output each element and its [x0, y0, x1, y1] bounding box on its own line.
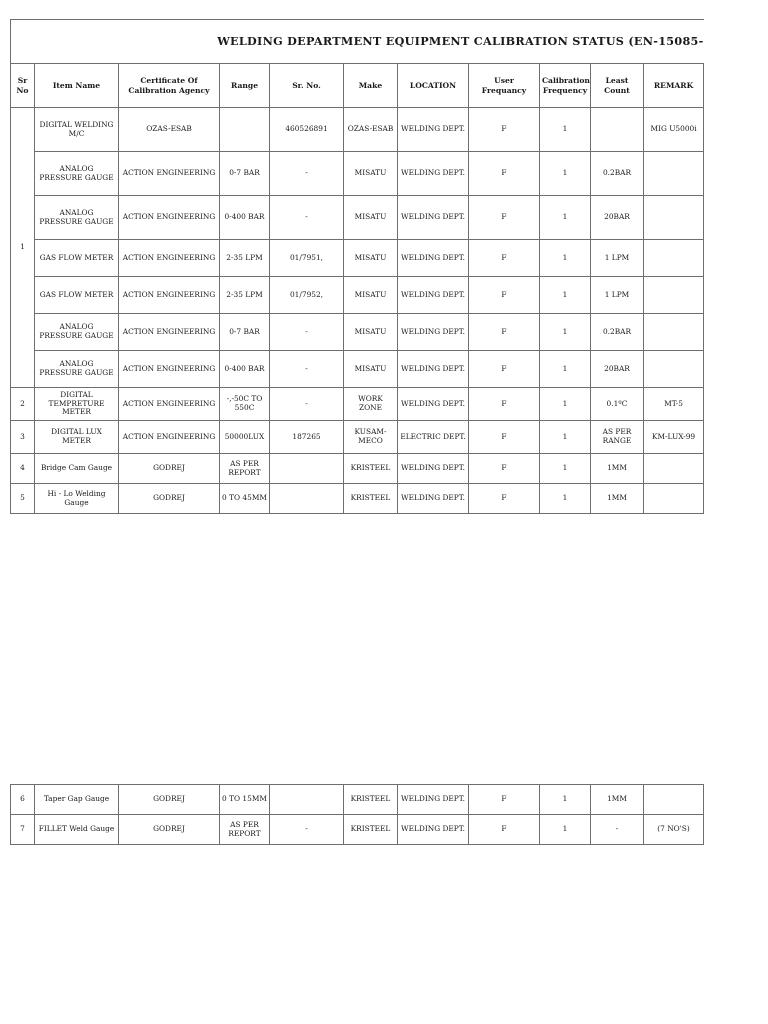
cell-item-name: Hi - Lo Welding Gauge — [35, 484, 119, 514]
cell-user-frequency: F — [469, 351, 540, 388]
cell-item-name: DIGITAL WELDING M/C — [35, 108, 119, 152]
cell-location: WELDING DEPT. — [398, 454, 469, 484]
cell-remark — [644, 454, 704, 484]
cell-sr-no: 7 — [11, 815, 35, 845]
table-row — [11, 421, 704, 454]
cell-make: MISATU — [344, 351, 398, 388]
cell-remark — [644, 314, 704, 351]
cell-location: WELDING DEPT. — [398, 351, 469, 388]
cell-user-frequency: F — [469, 240, 540, 277]
cell-serial-no — [270, 484, 344, 514]
cell-serial-no: - — [270, 351, 344, 388]
cell-least-count: 1MM — [591, 785, 644, 815]
header-user-frequency: User Frequancy — [469, 64, 540, 108]
header-sr-no: Sr No — [11, 64, 35, 108]
cell-range — [220, 108, 270, 152]
cell-location: ELECTRIC DEPT. — [398, 421, 469, 454]
cell-agency: ACTION ENGINEERING — [119, 196, 220, 240]
cell-user-frequency: F — [469, 388, 540, 421]
cell-range: 0 TO 45MM — [220, 484, 270, 514]
cell-item-name: ANALOG PRESSURE GAUGE — [35, 314, 119, 351]
cell-least-count: 20BAR — [591, 351, 644, 388]
cell-range: 0-400 BAR — [220, 196, 270, 240]
calibration-sheet — [10, 19, 703, 514]
cell-remark — [644, 277, 704, 314]
cell-least-count: 1MM — [591, 454, 644, 484]
cell-agency: ACTION ENGINEERING — [119, 277, 220, 314]
cell-location: WELDING DEPT. — [398, 277, 469, 314]
cell-calibration-frequency: 1 — [540, 108, 591, 152]
cell-least-count: 1 LPM — [591, 240, 644, 277]
cell-serial-no: - — [270, 388, 344, 421]
cell-calibration-frequency: 1 — [540, 454, 591, 484]
cell-remark — [644, 484, 704, 514]
table-row — [11, 815, 704, 845]
cell-item-name: Taper Gap Gauge — [35, 785, 119, 815]
cell-item-name: FILLET Weld Gauge — [35, 815, 119, 845]
cell-sr-no: 5 — [11, 484, 35, 514]
cell-calibration-frequency: 1 — [540, 421, 591, 454]
header-location: LOCATION — [398, 64, 469, 108]
cell-range: 0-400 BAR — [220, 351, 270, 388]
header-row — [11, 64, 704, 108]
cell-least-count: 0.2BAR — [591, 152, 644, 196]
cell-remark — [644, 240, 704, 277]
cell-item-name: DIGITAL LUX METER — [35, 421, 119, 454]
cell-calibration-frequency: 1 — [540, 196, 591, 240]
cell-remark: MT-5 — [644, 388, 704, 421]
cell-item-name: ANALOG PRESSURE GAUGE — [35, 196, 119, 240]
cell-remark — [644, 152, 704, 196]
header-range: Range — [220, 64, 270, 108]
cell-user-frequency: F — [469, 277, 540, 314]
cell-least-count: 1MM — [591, 484, 644, 514]
cell-serial-no — [270, 785, 344, 815]
table-row — [11, 314, 704, 351]
cell-range: 2-35 LPM — [220, 240, 270, 277]
cell-make: KRISTEEL — [344, 484, 398, 514]
cell-agency: GODREJ — [119, 454, 220, 484]
cell-agency: ACTION ENGINEERING — [119, 240, 220, 277]
cell-calibration-frequency: 1 — [540, 240, 591, 277]
cell-agency: ACTION ENGINEERING — [119, 421, 220, 454]
cell-make: MISATU — [344, 314, 398, 351]
header-serial-no: Sr. No. — [270, 64, 344, 108]
cell-range: 0-7 BAR — [220, 314, 270, 351]
cell-user-frequency: F — [469, 314, 540, 351]
cell-make: KUSAM-MECO — [344, 421, 398, 454]
calibration-sheet-continued — [10, 784, 703, 845]
cell-serial-no: - — [270, 196, 344, 240]
sheet-title: WELDING DEPARTMENT EQUIPMENT CALIBRATION STATUS (EN-15085- — [217, 33, 704, 48]
header-make: Make — [344, 64, 398, 108]
cell-serial-no — [270, 454, 344, 484]
cell-user-frequency: F — [469, 454, 540, 484]
cell-make: KRISTEEL — [344, 815, 398, 845]
cell-calibration-frequency: 1 — [540, 388, 591, 421]
cell-location: WELDING DEPT. — [398, 196, 469, 240]
cell-calibration-frequency: 1 — [540, 815, 591, 845]
cell-user-frequency: F — [469, 108, 540, 152]
cell-remark — [644, 196, 704, 240]
cell-user-frequency: F — [469, 815, 540, 845]
header-least-count: Least Count — [591, 64, 644, 108]
cell-location: WELDING DEPT. — [398, 388, 469, 421]
calibration-table — [10, 19, 704, 514]
cell-location: WELDING DEPT. — [398, 314, 469, 351]
table-row — [11, 277, 704, 314]
cell-least-count: AS PER RANGE — [591, 421, 644, 454]
cell-make: KRISTEEL — [344, 785, 398, 815]
cell-agency: ACTION ENGINEERING — [119, 314, 220, 351]
cell-serial-no: 187265 — [270, 421, 344, 454]
cell-agency: ACTION ENGINEERING — [119, 351, 220, 388]
table-row — [11, 454, 704, 484]
cell-agency: GODREJ — [119, 815, 220, 845]
cell-make: WORK ZONE — [344, 388, 398, 421]
cell-remark — [644, 785, 704, 815]
table-row — [11, 152, 704, 196]
header-item-name: Item Name — [35, 64, 119, 108]
cell-calibration-frequency: 1 — [540, 785, 591, 815]
cell-make: KRISTEEL — [344, 454, 398, 484]
table-row — [11, 351, 704, 388]
cell-remark: MIG U5000i — [644, 108, 704, 152]
cell-agency: ACTION ENGINEERING — [119, 388, 220, 421]
cell-sr-no: 6 — [11, 785, 35, 815]
cell-user-frequency: F — [469, 421, 540, 454]
cell-least-count: 0.1ºC — [591, 388, 644, 421]
cell-user-frequency: F — [469, 484, 540, 514]
cell-item-name: Bridge Cam Gauge — [35, 454, 119, 484]
cell-least-count: 0.2BAR — [591, 314, 644, 351]
cell-item-name: GAS FLOW METER — [35, 240, 119, 277]
cell-location: WELDING DEPT. — [398, 240, 469, 277]
cell-least-count: 1 LPM — [591, 277, 644, 314]
table-row — [11, 484, 704, 514]
cell-range: 50000LUX — [220, 421, 270, 454]
cell-least-count — [591, 108, 644, 152]
cell-remark — [644, 351, 704, 388]
cell-make: MISATU — [344, 152, 398, 196]
cell-location: WELDING DEPT. — [398, 108, 469, 152]
cell-range: AS PER REPORT — [220, 815, 270, 845]
cell-make: MISATU — [344, 277, 398, 314]
cell-sr-no: 2 — [11, 388, 35, 421]
cell-location: WELDING DEPT. — [398, 484, 469, 514]
cell-item-name: GAS FLOW METER — [35, 277, 119, 314]
cell-serial-no: - — [270, 314, 344, 351]
cell-calibration-frequency: 1 — [540, 277, 591, 314]
cell-make: MISATU — [344, 196, 398, 240]
header-remark: REMARK — [644, 64, 704, 108]
cell-range: 0 TO 15MM — [220, 785, 270, 815]
header-agency: Certificate Of Calibration Agency — [119, 64, 220, 108]
cell-agency: GODREJ — [119, 484, 220, 514]
cell-sr-no: 4 — [11, 454, 35, 484]
table-row — [11, 388, 704, 421]
cell-serial-no: 460526891 — [270, 108, 344, 152]
table-row — [11, 108, 704, 152]
cell-item-name: ANALOG PRESSURE GAUGE — [35, 152, 119, 196]
cell-agency: ACTION ENGINEERING — [119, 152, 220, 196]
cell-calibration-frequency: 1 — [540, 314, 591, 351]
calibration-table-continued — [10, 784, 704, 845]
cell-location: WELDING DEPT. — [398, 785, 469, 815]
cell-location: WELDING DEPT. — [398, 152, 469, 196]
cell-range: AS PER REPORT — [220, 454, 270, 484]
cell-sr-no: 3 — [11, 421, 35, 454]
cell-user-frequency: F — [469, 152, 540, 196]
table-row — [11, 196, 704, 240]
cell-make: MISATU — [344, 240, 398, 277]
cell-serial-no: - — [270, 152, 344, 196]
cell-sr-no: 1 — [11, 108, 35, 388]
cell-item-name: ANALOG PRESSURE GAUGE — [35, 351, 119, 388]
cell-least-count: - — [591, 815, 644, 845]
cell-calibration-frequency: 1 — [540, 351, 591, 388]
cell-range: 0-7 BAR — [220, 152, 270, 196]
cell-agency: OZAS-ESAB — [119, 108, 220, 152]
cell-agency: GODREJ — [119, 785, 220, 815]
cell-user-frequency: F — [469, 196, 540, 240]
cell-serial-no: 01/7952, — [270, 277, 344, 314]
cell-location: WELDING DEPT. — [398, 815, 469, 845]
cell-range: -,-50C TO 550C — [220, 388, 270, 421]
cell-user-frequency: F — [469, 785, 540, 815]
cell-calibration-frequency: 1 — [540, 152, 591, 196]
table-row — [11, 785, 704, 815]
cell-calibration-frequency: 1 — [540, 484, 591, 514]
cell-remark: (7 NO'S) — [644, 815, 704, 845]
header-calibration-frequency: Calibration Frequency — [540, 64, 591, 108]
cell-least-count: 20BAR — [591, 196, 644, 240]
cell-make: OZAS-ESAB — [344, 108, 398, 152]
cell-serial-no: - — [270, 815, 344, 845]
cell-item-name: DIGITAL TEMPRETURE METER — [35, 388, 119, 421]
title-row — [11, 20, 704, 64]
cell-range: 2-35 LPM — [220, 277, 270, 314]
cell-remark: KM-LUX-99 — [644, 421, 704, 454]
cell-serial-no: 01/7951, — [270, 240, 344, 277]
table-row — [11, 240, 704, 277]
